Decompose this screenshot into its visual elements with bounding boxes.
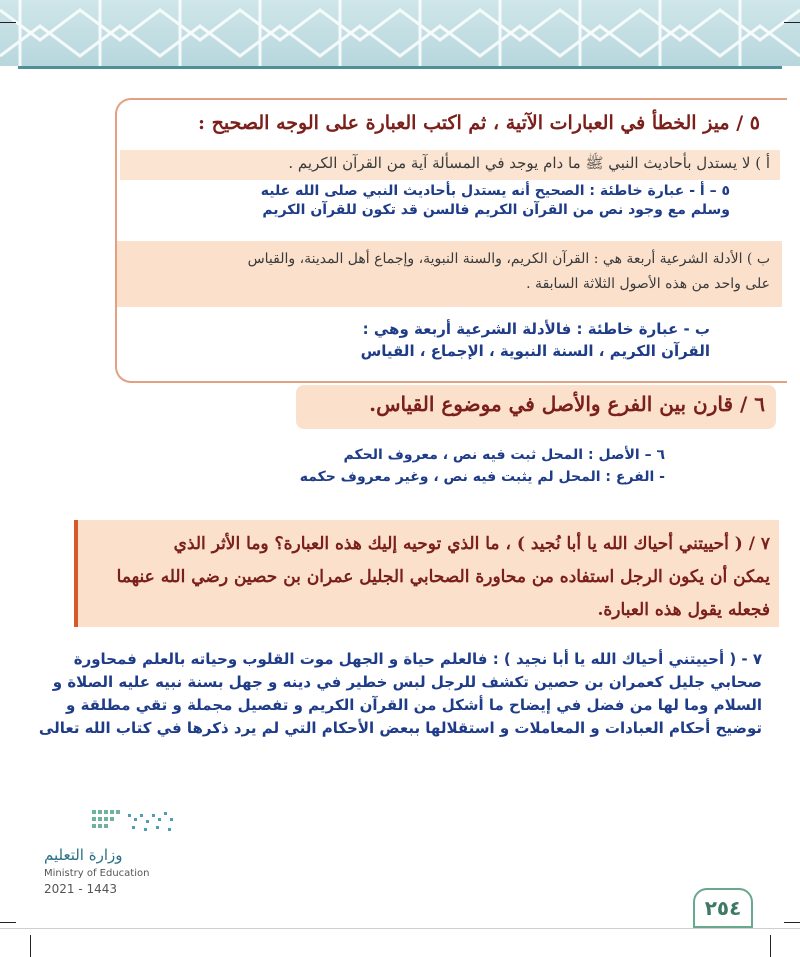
answer-5a-line: وسلم مع وجود نص من القرآن الكريم فالسن قد تكون للقرآن الكريم [262,202,730,218]
question-7-line: ٧ / ( أحييتني أحياك الله يا أبا نُجيد ) ، ما الذي توحيه إليك هذه العبارة؟ وما الأثر الذي [173,534,770,554]
ministry-name-arabic: وزارة التعليم [44,846,123,864]
crop-mark [784,22,800,23]
footer-rule [0,928,800,929]
question-7-text [70,528,770,627]
crop-mark [770,935,771,957]
answer-5b-line: ب - عبارة خاطئة : فالأدلة الشرعية أربعة وهي : [362,320,710,338]
ministry-name-english: Ministry of Education [44,868,150,879]
answer-5b [90,318,710,362]
answer-7-line: السلام وما لها من فضل في إيضاح ما أشكل من القرآن الكريم و تفصيل مجملة و تقي مطلقة و [66,696,762,714]
islamic-pattern-icon [0,0,800,66]
answer-6-line: ٦ – الأصل : المحل ثبت فيه نص ، معروف الحكم [343,447,665,463]
question-5-item-b [117,241,782,307]
crop-mark [0,22,16,23]
ministry-dots-icon [92,808,182,838]
page-number: ٢٥٤ [693,888,753,928]
header-rule [18,66,782,69]
answer-7-line: توضيح أحكام العبادات و المعاملات و استقلالها ببعض الأحكام التي لم يرد ذكرها في كتاب الله تعالى [38,719,762,737]
ministry-logo [44,808,194,898]
crop-mark [30,935,31,957]
question-5-item-a: أ ) لا يستدل بأحاديث النبي ﷺ ما دام يوجد في المسألة آية من القرآن الكريم . [120,150,780,180]
answer-7 [32,648,762,740]
question-7-line: فجعله يقول هذه العبارة. [597,600,770,620]
answer-6-line: - الفرع : المحل لم يثبت فيه نص ، وغير معروف حكمه [299,469,665,485]
question-5-item-b-line: ب ) الأدلة الشرعية أربعة هي : القرآن الكريم، والسنة النبوية، وإجماع أهل المدينة، والقياس [247,251,770,267]
question-6-title: ٦ / قارن بين الفرع والأصل في موضوع القياس. [369,392,765,416]
crop-mark [784,922,800,923]
header-decorative-band [0,0,800,66]
answer-7-line: صحابي جليل كعمران بن حصين تكشف للرجل لبس خطير في دينه و جهل بسنة نبيه عليه الصلاة و [52,673,762,691]
answer-5a-line: ٥ – أ - عبارة خاطئة : الصحيح أنه يستدل بأحاديث النبي صلى الله عليه [260,183,730,199]
question-5-title: ٥ / ميز الخطأ في العبارات الآتية ، ثم اكتب العبارة على الوجه الصحيح : [198,112,760,134]
question-5-item-b-line: على واحد من هذه الأصول الثلاثة السابقة . [526,276,770,292]
answer-5a [80,182,730,220]
answer-5b-line: القرآن الكريم ، السنة النبوية ، الإجماع ، القياس [360,342,710,360]
answer-7-line: ٧ - ( أحييتني أحياك الله يا أبا نجيد ) : فالعلم حياة و الجهل موت القلوب وحياته بالعلم فمحاورة [73,650,762,668]
ministry-year: 2021 - 1443 [44,882,118,896]
crop-mark [0,922,16,923]
answer-6 [145,444,665,488]
question-7-line: يمكن أن يكون الرجل استفاده من محاورة الصحابي الجليل عمران بن حصين رضي الله عنهما [116,567,770,587]
